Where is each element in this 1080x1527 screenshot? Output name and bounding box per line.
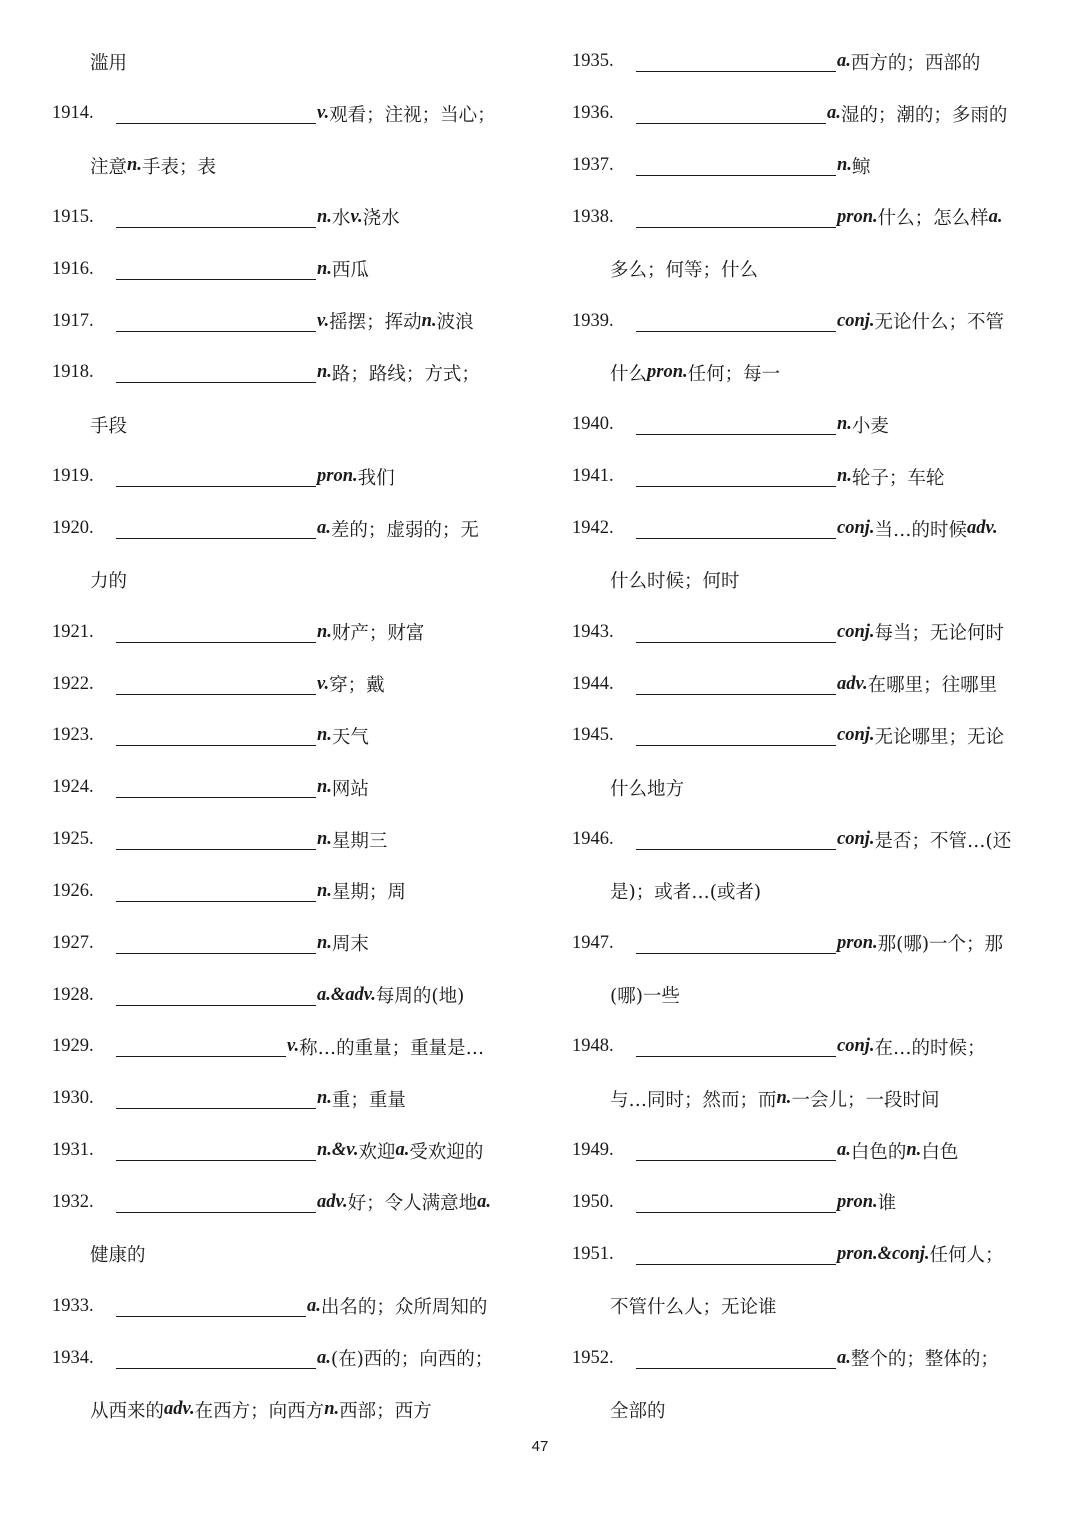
vocab-entry	[52, 710, 522, 762]
part-of-speech: n.	[317, 777, 332, 798]
entry-number: 1930.	[52, 1088, 94, 1109]
vocab-entry	[52, 1021, 522, 1073]
right-column	[572, 36, 1042, 1436]
part-of-speech: a.	[317, 518, 331, 539]
vocab-entry	[52, 606, 522, 658]
definition-text: 称…的重量；重量是…	[299, 1037, 485, 1059]
part-of-speech: n.	[317, 206, 332, 227]
definition-text: 路；路线；方式；	[331, 363, 480, 385]
vocab-entry	[52, 917, 522, 969]
entry-number: 1941.	[572, 466, 614, 487]
entry-number: 1945.	[572, 725, 614, 746]
answer-blank[interactable]	[116, 674, 316, 695]
vocab-entry	[572, 140, 1042, 192]
answer-blank[interactable]	[116, 933, 316, 954]
definition-text: 每周的(地)	[375, 986, 465, 1008]
definition-text: 出名的；众所周知的	[320, 1297, 488, 1319]
definition-text: 周末	[331, 934, 369, 956]
part-of-speech: n.	[317, 362, 332, 383]
definition-text: 湿的；潮的；多雨的	[840, 104, 1008, 126]
definition-text: 星期三	[331, 830, 388, 852]
entry-continuation	[572, 866, 1042, 918]
definition-text: 受欢迎的	[409, 1141, 484, 1163]
vocab-entry	[52, 762, 522, 814]
part-of-speech: conj.	[837, 829, 875, 850]
answer-blank[interactable]	[116, 362, 316, 383]
vocab-entry	[52, 1280, 522, 1332]
vocab-entry	[52, 347, 522, 399]
entry-number: 1919.	[52, 466, 94, 487]
definition-text: 不管什么人；无论谁	[610, 1297, 777, 1319]
entry-number: 1922.	[52, 673, 94, 694]
part-of-speech: n.	[837, 466, 852, 487]
definition-text: 水	[331, 208, 351, 230]
entry-number: 1944.	[572, 673, 614, 694]
entry-continuation	[572, 243, 1042, 295]
entry-continuation	[572, 969, 1042, 1021]
entry-number: 1926.	[52, 880, 94, 901]
vocab-entry	[572, 1228, 1042, 1280]
definition-text: 欢迎	[358, 1141, 396, 1163]
definition-text: 在哪里；往哪里	[867, 675, 998, 697]
definition-text: 与…同时；然而；而	[610, 1089, 777, 1111]
part-of-speech: n.	[317, 621, 332, 642]
answer-blank[interactable]	[116, 1088, 316, 1109]
answer-blank[interactable]	[116, 1348, 316, 1369]
definition-text: 重；重量	[331, 1089, 406, 1111]
definition-text: 轮子；车轮	[851, 467, 945, 489]
entry-number: 1914.	[52, 103, 94, 124]
answer-blank[interactable]	[636, 933, 836, 954]
definition-text: 力的	[90, 571, 128, 593]
definition-text: 健康的	[90, 1245, 146, 1267]
definition-text: 每当；无论何时	[874, 623, 1005, 645]
answer-blank[interactable]	[636, 1192, 836, 1213]
answer-blank[interactable]	[116, 622, 316, 643]
answer-blank[interactable]	[636, 155, 836, 176]
vocab-entry	[52, 658, 522, 710]
part-of-speech: a.	[837, 51, 851, 72]
vocab-entry	[572, 399, 1042, 451]
entry-continuation	[572, 1280, 1042, 1332]
entry-continuation	[572, 554, 1042, 606]
answer-blank[interactable]	[636, 1140, 836, 1161]
part-of-speech: a.	[477, 1191, 492, 1212]
part-of-speech: a.	[395, 1140, 410, 1161]
definition-text: 波浪	[436, 312, 474, 334]
part-of-speech: n.	[317, 932, 332, 953]
part-of-speech: pron.	[837, 206, 878, 227]
entry-number: 1938.	[572, 206, 614, 227]
entry-continuation	[52, 1228, 522, 1280]
definition-text: 在西方；向西方	[194, 1400, 325, 1422]
part-of-speech: v.	[317, 310, 330, 331]
entry-number: 1940.	[572, 414, 614, 435]
vocab-entry	[572, 1021, 1042, 1073]
definition-text: 注意	[90, 156, 128, 178]
part-of-speech: conj.	[837, 725, 875, 746]
entry-number: 1918.	[52, 362, 94, 383]
vocab-entry	[52, 1177, 522, 1229]
answer-blank[interactable]	[116, 1296, 306, 1317]
answer-blank[interactable]	[636, 311, 836, 332]
entry-number: 1935.	[572, 51, 614, 72]
answer-blank[interactable]	[116, 311, 316, 332]
part-of-speech: v.	[287, 1036, 300, 1057]
answer-blank[interactable]	[116, 1140, 316, 1161]
definition-text: 那(哪)一个；那	[877, 934, 1004, 956]
definition-text: 手段	[90, 415, 128, 437]
vocab-entry	[52, 451, 522, 503]
part-of-speech: a.&adv.	[317, 984, 376, 1005]
entry-number: 1917.	[52, 310, 94, 331]
definition-text: 是否；不管…(还	[874, 830, 1012, 852]
vocab-entry	[52, 1073, 522, 1125]
definition-text: 在…的时候；	[874, 1037, 986, 1059]
definition-text: 网站	[331, 778, 369, 800]
part-of-speech: pron.	[837, 932, 878, 953]
vocab-entry	[52, 1332, 522, 1384]
vocab-entry	[52, 969, 522, 1021]
answer-blank[interactable]	[636, 1036, 836, 1057]
part-of-speech: n.&v.	[317, 1140, 359, 1161]
part-of-speech: n.	[906, 1140, 922, 1161]
answer-blank[interactable]	[636, 518, 836, 539]
entry-number: 1924.	[52, 777, 94, 798]
vocab-entry	[572, 36, 1042, 88]
definition-text: 财产；财富	[331, 623, 425, 645]
definition-text: 什么；怎么样	[877, 208, 989, 230]
vocab-entry	[572, 658, 1042, 710]
part-of-speech: conj.	[837, 310, 875, 331]
part-of-speech: n.	[421, 310, 437, 331]
answer-blank[interactable]	[116, 103, 316, 124]
part-of-speech: n.	[317, 829, 332, 850]
part-of-speech: a.	[827, 103, 841, 124]
page-number: 47	[531, 1438, 549, 1455]
entry-number: 1947.	[572, 932, 614, 953]
entry-number: 1923.	[52, 725, 94, 746]
part-of-speech: n.	[317, 1088, 332, 1109]
vocab-entry	[572, 1125, 1042, 1177]
answer-blank[interactable]	[116, 985, 316, 1006]
part-of-speech: v.	[317, 673, 330, 694]
definition-text: 任何人；	[929, 1245, 1004, 1267]
part-of-speech: pron.&conj.	[837, 1243, 930, 1264]
part-of-speech: adv.	[317, 1191, 348, 1212]
part-of-speech: conj.	[837, 1036, 875, 1057]
entry-number: 1943.	[572, 621, 614, 642]
part-of-speech: v.	[317, 103, 330, 124]
definition-text: 好；令人满意地	[347, 1193, 478, 1215]
entry-continuation	[52, 554, 522, 606]
answer-blank[interactable]	[116, 1036, 286, 1057]
answer-blank[interactable]	[116, 466, 316, 487]
definition-text: 谁	[877, 1193, 897, 1215]
answer-blank[interactable]	[636, 622, 836, 643]
vocab-entry	[572, 192, 1042, 244]
vocab-entry	[52, 192, 522, 244]
definition-text: 当…的时候	[874, 519, 968, 541]
answer-blank[interactable]	[116, 259, 316, 280]
part-of-speech: n.	[317, 880, 332, 901]
definition-text: 多么；何等；什么	[610, 260, 759, 282]
vocab-entry	[572, 295, 1042, 347]
part-of-speech: n.	[837, 155, 852, 176]
definition-text: 天气	[331, 726, 369, 748]
part-of-speech: a.	[307, 1295, 321, 1316]
part-of-speech: conj.	[837, 621, 875, 642]
part-of-speech: n.	[127, 155, 142, 176]
vocab-entry	[52, 866, 522, 918]
definition-text: 手表；表	[141, 156, 216, 178]
definition-text: 任何；每一	[687, 363, 781, 385]
definition-text: 穿；戴	[329, 675, 385, 697]
part-of-speech: adv.	[164, 1399, 195, 1420]
part-of-speech: a.	[988, 206, 1003, 227]
vocab-entry	[572, 606, 1042, 658]
answer-blank[interactable]	[636, 466, 836, 487]
part-of-speech: n.	[317, 258, 332, 279]
definition-text: 全部的	[610, 1400, 666, 1422]
vocab-entry	[52, 503, 522, 555]
entry-number: 1948.	[572, 1036, 614, 1057]
entry-number: 1952.	[572, 1347, 614, 1368]
part-of-speech: adv.	[837, 673, 868, 694]
definition-text: 西方的；西部的	[850, 52, 981, 74]
vocab-entry	[572, 1177, 1042, 1229]
part-of-speech: n.	[324, 1399, 340, 1420]
entry-number: 1939.	[572, 310, 614, 331]
definition-text: 摇摆；挥动	[329, 312, 422, 334]
answer-blank[interactable]	[116, 777, 316, 798]
entry-number: 1921.	[52, 621, 94, 642]
entry-continuation	[572, 347, 1042, 399]
definition-text: 滥用	[90, 52, 128, 74]
definition-text: 差的；虚弱的；无	[330, 519, 479, 541]
definition-text: 西瓜	[331, 260, 369, 282]
part-of-speech: a.	[317, 1347, 331, 1368]
vocab-entry	[572, 1332, 1042, 1384]
definition-text: 什么地方	[610, 778, 685, 800]
part-of-speech: pron.	[317, 466, 358, 487]
definition-text: 西部；西方	[339, 1400, 432, 1422]
entry-number: 1932.	[52, 1191, 94, 1212]
answer-blank[interactable]	[636, 674, 836, 695]
part-of-speech: v.	[350, 206, 363, 227]
vocab-entry	[52, 88, 522, 140]
definition-text: 星期；周	[331, 882, 406, 904]
definition-text: (在)西的；向西的；	[330, 1349, 494, 1371]
entry-number: 1925.	[52, 829, 94, 850]
entry-number: 1946.	[572, 829, 614, 850]
entry-number: 1931.	[52, 1140, 94, 1161]
definition-text: 小麦	[851, 415, 889, 437]
definition-text: (哪)一些	[610, 986, 680, 1008]
entry-number: 1916.	[52, 258, 94, 279]
entry-number: 1937.	[572, 155, 614, 176]
entry-number: 1934.	[52, 1347, 94, 1368]
definition-text: 什么	[610, 363, 648, 385]
definition-text: 从西来的	[90, 1400, 165, 1422]
vocab-entry	[572, 503, 1042, 555]
definition-text: 我们	[357, 467, 395, 489]
part-of-speech: pron.	[837, 1191, 878, 1212]
entry-continuation	[52, 399, 522, 451]
definition-text: 无论哪里；无论	[874, 726, 1005, 748]
definition-text: 一会儿；一段时间	[791, 1089, 940, 1111]
entry-continuation	[52, 36, 522, 88]
vocab-entry	[52, 1125, 522, 1177]
part-of-speech: pron.	[647, 362, 688, 383]
entry-number: 1949.	[572, 1140, 614, 1161]
definition-text: 无论什么；不管	[874, 312, 1005, 334]
answer-blank[interactable]	[116, 881, 316, 902]
entry-continuation	[572, 1384, 1042, 1436]
answer-blank[interactable]	[636, 725, 836, 746]
part-of-speech: n.	[776, 1088, 792, 1109]
entry-number: 1927.	[52, 932, 94, 953]
answer-blank[interactable]	[636, 1348, 836, 1369]
definition-text: 白色	[921, 1141, 959, 1163]
answer-blank[interactable]	[636, 829, 836, 850]
answer-blank[interactable]	[636, 103, 826, 124]
answer-blank[interactable]	[116, 1192, 316, 1213]
vocab-entry	[52, 243, 522, 295]
entry-number: 1950.	[572, 1191, 614, 1212]
definition-text: 什么时候；何时	[610, 571, 740, 593]
entry-number: 1951.	[572, 1243, 614, 1264]
part-of-speech: conj.	[837, 518, 875, 539]
entry-number: 1933.	[52, 1295, 94, 1316]
vocab-entry	[572, 451, 1042, 503]
entry-number: 1928.	[52, 984, 94, 1005]
entry-number: 1942.	[572, 518, 614, 539]
answer-blank[interactable]	[116, 518, 316, 539]
answer-blank[interactable]	[636, 51, 836, 72]
definition-text: 是)；或者…(或者)	[610, 882, 762, 904]
part-of-speech: n.	[837, 414, 852, 435]
part-of-speech: adv.	[967, 518, 998, 539]
answer-blank[interactable]	[116, 725, 316, 746]
entry-continuation	[572, 1073, 1042, 1125]
vocab-entry	[52, 814, 522, 866]
definition-text: 白色的	[850, 1141, 907, 1163]
entry-number: 1936.	[572, 103, 614, 124]
answer-blank[interactable]	[636, 1244, 836, 1265]
answer-blank[interactable]	[116, 207, 316, 228]
left-column	[52, 36, 522, 1436]
vocab-entry	[572, 88, 1042, 140]
answer-blank[interactable]	[116, 829, 316, 850]
entry-number: 1915.	[52, 206, 94, 227]
part-of-speech: a.	[837, 1347, 851, 1368]
definition-text: 浇水	[362, 208, 400, 230]
vocab-entry	[52, 295, 522, 347]
entry-continuation	[572, 762, 1042, 814]
entry-number: 1920.	[52, 518, 94, 539]
part-of-speech: a.	[837, 1140, 851, 1161]
entry-continuation	[52, 140, 522, 192]
vocab-entry	[572, 710, 1042, 762]
definition-text: 整个的；整体的；	[850, 1349, 999, 1371]
entry-continuation	[52, 1384, 522, 1436]
entry-number: 1929.	[52, 1036, 94, 1057]
definition-text: 观看；注视；当心；	[329, 104, 496, 126]
part-of-speech: n.	[317, 725, 332, 746]
definition-text: 鲸	[851, 156, 871, 178]
vocab-entry	[572, 814, 1042, 866]
vocab-entry	[572, 917, 1042, 969]
answer-blank[interactable]	[636, 207, 836, 228]
answer-blank[interactable]	[636, 414, 836, 435]
